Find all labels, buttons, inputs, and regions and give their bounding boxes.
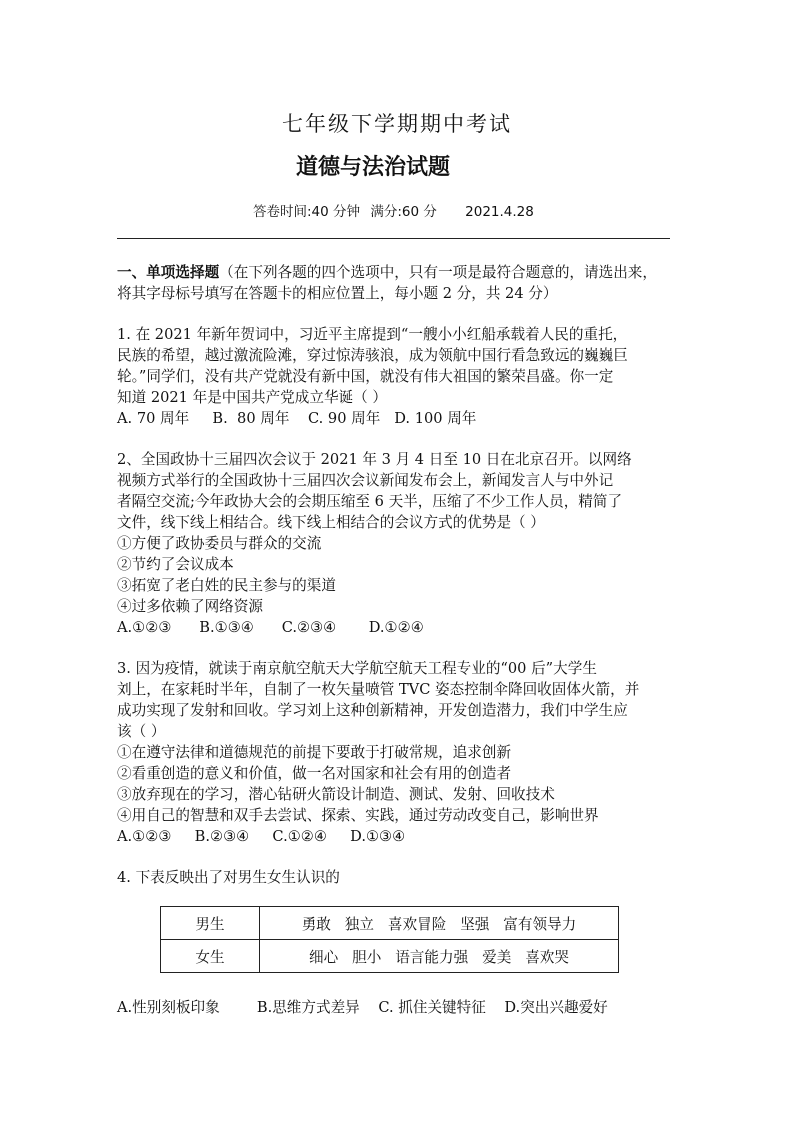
question-3-choices: A.①②③ B.②③④ C.①②④ D.①③④ (117, 828, 406, 845)
exam-time: 答卷时间:40 分钟 (253, 204, 361, 220)
gender-table (160, 906, 619, 973)
question-1-line: 知道 2021 年是中国共产党成立华诞（ ） (117, 389, 387, 406)
question-3-option: ②看重创造的意义和价值，做一名对国家和社会有用的创造者 (117, 765, 512, 782)
question-1-choices: A. 70 周年 B. 80 周年 C. 90 周年 D. 100 周年 (117, 410, 477, 427)
section-title: 一、单项选择题 (117, 264, 220, 281)
question-2-option: ③拓宽了老白姓的民主参与的渠道 (117, 577, 336, 594)
exam-score: 满分:60 分 (370, 204, 437, 220)
exam-meta (253, 200, 540, 220)
question-1-line: 轮。”同学们，没有共产党就没有新中国，就没有伟大祖国的繁荣昌盛。你一定 (117, 368, 614, 385)
exam-body (117, 262, 677, 888)
header-divider (117, 238, 670, 239)
question-1-line: 1. 在 2021 年新年贺词中，习近平主席提到“一艘小小红船承载着人民的重托， (117, 326, 628, 343)
question-2-choices: A.①②③ B.①③④ C.②③④ D.①②④ (117, 619, 424, 636)
table-cell-traits: 细心 胆小 语言能力强 爱美 喜欢哭 (260, 940, 619, 973)
question-4-choices: A.性别刻板印象 B.思维方式差异 C. 抓住关键特征 D.突出兴趣爱好 (117, 999, 608, 1016)
section-instruction-2: 将其字母标号填写在答题卡的相应位置上，每小题 2 分，共 24 分） (117, 285, 558, 302)
table-row (161, 907, 619, 940)
question-2-line: 者隔空交流;今年政协大会的会期压缩至 6 天半，压缩了不少工作人员，精简了 (117, 493, 623, 510)
question-2-line: 2、全国政协十三届四次会议于 2021 年 3 月 4 日至 10 日在北京召开。以网络 (117, 451, 632, 468)
question-3-line: 3. 因为疫情，就读于南京航空航天大学航空航天工程专业的“00 后”大学生 (117, 660, 597, 677)
question-3-option: ④用自己的智慧和双手去尝试、探索、实践，通过劳动改变自己，影响世界 (117, 807, 599, 824)
question-3-line: 成功实现了发射和回收。学习刘上这种创新精神，开发创造潜力，我们中学生应 (117, 702, 628, 719)
exam-title: 七年级下学期期中考试 (282, 112, 512, 136)
table-row (161, 940, 619, 973)
question-2-option: ④过多依赖了网络资源 (117, 598, 263, 615)
table-cell-label: 男生 (161, 907, 260, 940)
question-3-option: ①在遵守法律和道德规范的前提下要敢于打破常规，追求创新 (117, 744, 512, 761)
table-cell-traits: 勇敢 独立 喜欢冒险 坚强 富有领导力 (260, 907, 619, 940)
question-2-option: ②节约了会议成本 (117, 556, 234, 573)
section-instruction-1: （在下列各题的四个选项中，只有一项是最符合题意的，请选出来， (219, 264, 657, 281)
table-cell-label: 女生 (161, 940, 260, 973)
question-4-line: 4. 下表反映出了对男生女生认识的 (117, 869, 340, 886)
question-2-line: 视频方式举行的全国政协十三届四次会议新闻发布会上，新闻发言人与中外记 (117, 472, 614, 489)
section-heading (117, 262, 677, 283)
question-2-option: ①方便了政协委员与群众的交流 (117, 535, 322, 552)
question-3-line: 刘上，在家耗时半年，自制了一枚矢量喷管 TVC 姿态控制伞降回收固体火箭，并 (117, 681, 640, 698)
question-3-option: ③放弃现在的学习，潜心钻研火箭设计制造、测试、发射、回收技术 (117, 786, 555, 803)
question-2-line: 文件，线下线上相结合。线下线上相结合的会议方式的优势是（ ） (117, 514, 545, 531)
question-3-line: 该（ ） (117, 723, 166, 740)
exam-date: 2021.4.28 (465, 204, 534, 220)
question-1-line: 民族的希望，越过激流险滩，穿过惊涛骇浪，成为领航中国行看急致远的巍巍巨 (117, 347, 628, 364)
subject-title: 道德与法治试题 (295, 155, 450, 180)
